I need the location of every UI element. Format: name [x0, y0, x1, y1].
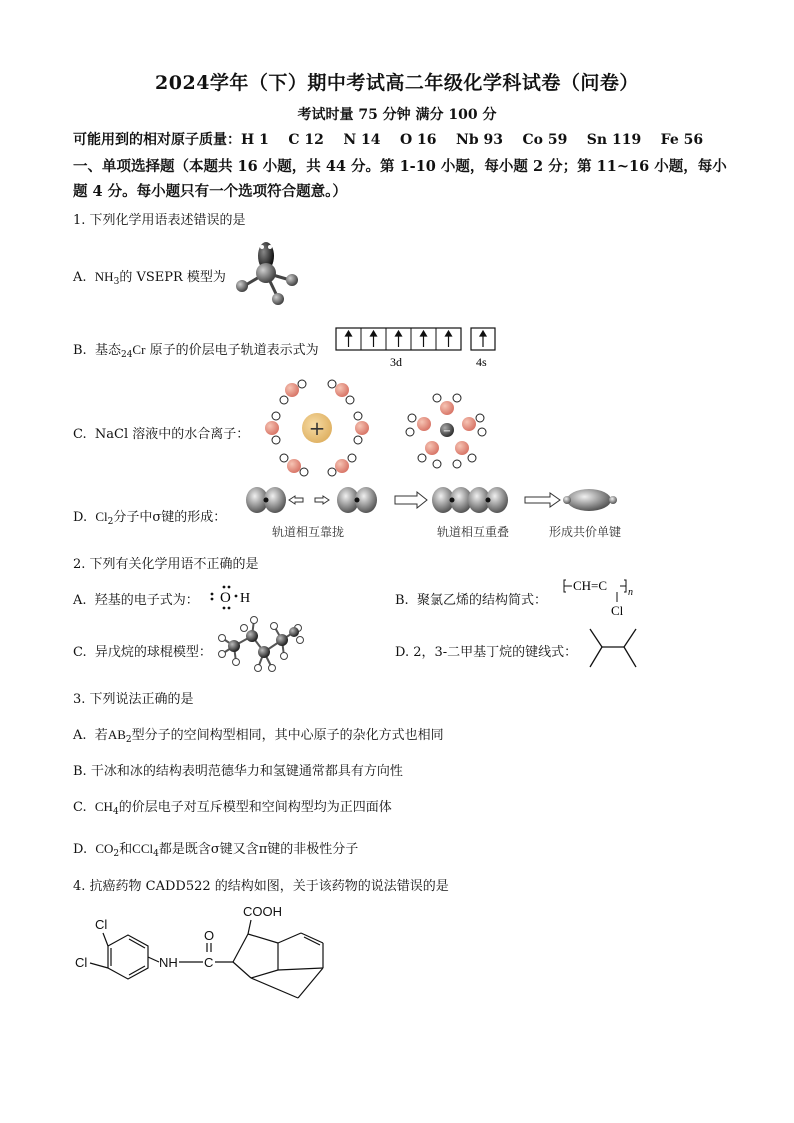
section-heading: 一、单项选择题（本题共 16 小题，共 44 分。第 1-10 小题，每小题 2 分；第 11~16 小题，每小题 4 分。每小题只有一个选项符合题意。） — [73, 158, 727, 200]
label-cooh: COOH — [243, 904, 282, 919]
q3-stem: 3. 下列说法正确的是 — [73, 692, 194, 707]
cadd522-structure — [73, 898, 333, 1008]
q2-option-d: D. 2，3-二甲基丁烷的键线式： — [395, 645, 578, 660]
q1-option-a: A. $NH_3$的 VSEPR 模型为 — [73, 269, 226, 287]
hydrated-ions-diagram — [262, 380, 492, 480]
isopentane-ball-stick-model — [214, 614, 304, 676]
label-3d: 3d — [390, 355, 402, 369]
exam-subtitle: 考试时量 75 分钟 满分 100 分 — [297, 107, 497, 123]
label-4s: 4s — [476, 355, 487, 369]
q2-stem: 2. 下列有关化学用语不正确的是 — [73, 557, 259, 572]
cl-minus-sign: − — [442, 426, 452, 437]
sigma-bond-formation-diagram — [245, 484, 635, 524]
label-cl-top: Cl — [95, 917, 108, 932]
q1-option-b: B. 基态$_{24}$Cr 原子的价层电子轨道表示式为 — [73, 342, 319, 360]
vsepr-model-diagram — [228, 238, 308, 308]
q2-option-b: B. 聚氯乙烯的结构简式： — [395, 593, 547, 608]
cr-orbital-diagram — [335, 327, 500, 369]
q1-stem: 1. 下列化学用语表述错误的是 — [73, 213, 246, 228]
atomic-masses: 可能用到的相对原子质量：H 1 C 12 N 14 O 16 Nb 93 Co 59 Sn 119 Fe 56 — [73, 132, 704, 148]
caption-single-bond: 形成共价单键 — [549, 525, 622, 539]
q3-option-d: D. $CO_2$和CCl$_4$都是既含σ键又含π键的非极性分子 — [73, 841, 359, 859]
pvc-n: n — [628, 587, 633, 598]
q3-option-a: A. 若$AB_2$型分子的空间构型相同，其中心原子的杂化方式也相同 — [73, 727, 444, 745]
q3-option-c: C. $CH_4$的价层电子对互斥模型和空间构型均为正四面体 — [73, 799, 392, 817]
pvc-structure — [560, 575, 640, 617]
oh-h: H — [240, 591, 251, 606]
q1-option-c: C. NaCl 溶液中的水合离子： — [73, 427, 250, 442]
label-cl-left: Cl — [75, 955, 88, 970]
caption-approach: 轨道相互靠拢 — [272, 525, 345, 539]
label-nh: NH — [159, 955, 178, 970]
label-c: C — [204, 955, 214, 970]
dimethylbutane-skeletal-formula — [588, 627, 640, 671]
label-o: O — [204, 928, 215, 943]
exam-title: 2024学年（下）期中考试高二年级化学科试卷（问卷） — [155, 72, 639, 94]
q1-option-d: D. $Cl_2$分子中σ键的形成： — [73, 509, 227, 527]
q2-option-a: A. 羟基的电子式为： — [73, 593, 199, 608]
pvc-cl: Cl — [611, 603, 624, 618]
na-plus-sign: + — [308, 416, 326, 440]
pvc-chain: CH=C — [573, 578, 608, 593]
q2-option-c: C. 异戊烷的球棍模型： — [73, 645, 212, 660]
q3-option-b: B. 干冰和冰的结构表明范德华力和氢键通常都具有方向性 — [73, 764, 403, 779]
hydroxyl-electron-formula — [210, 584, 260, 610]
oh-o: O — [220, 590, 231, 606]
caption-overlap: 轨道相互重叠 — [437, 525, 510, 539]
q4-stem: 4. 抗癌药物 CADD522 的结构如图，关于该药物的说法错误的是 — [73, 879, 449, 894]
